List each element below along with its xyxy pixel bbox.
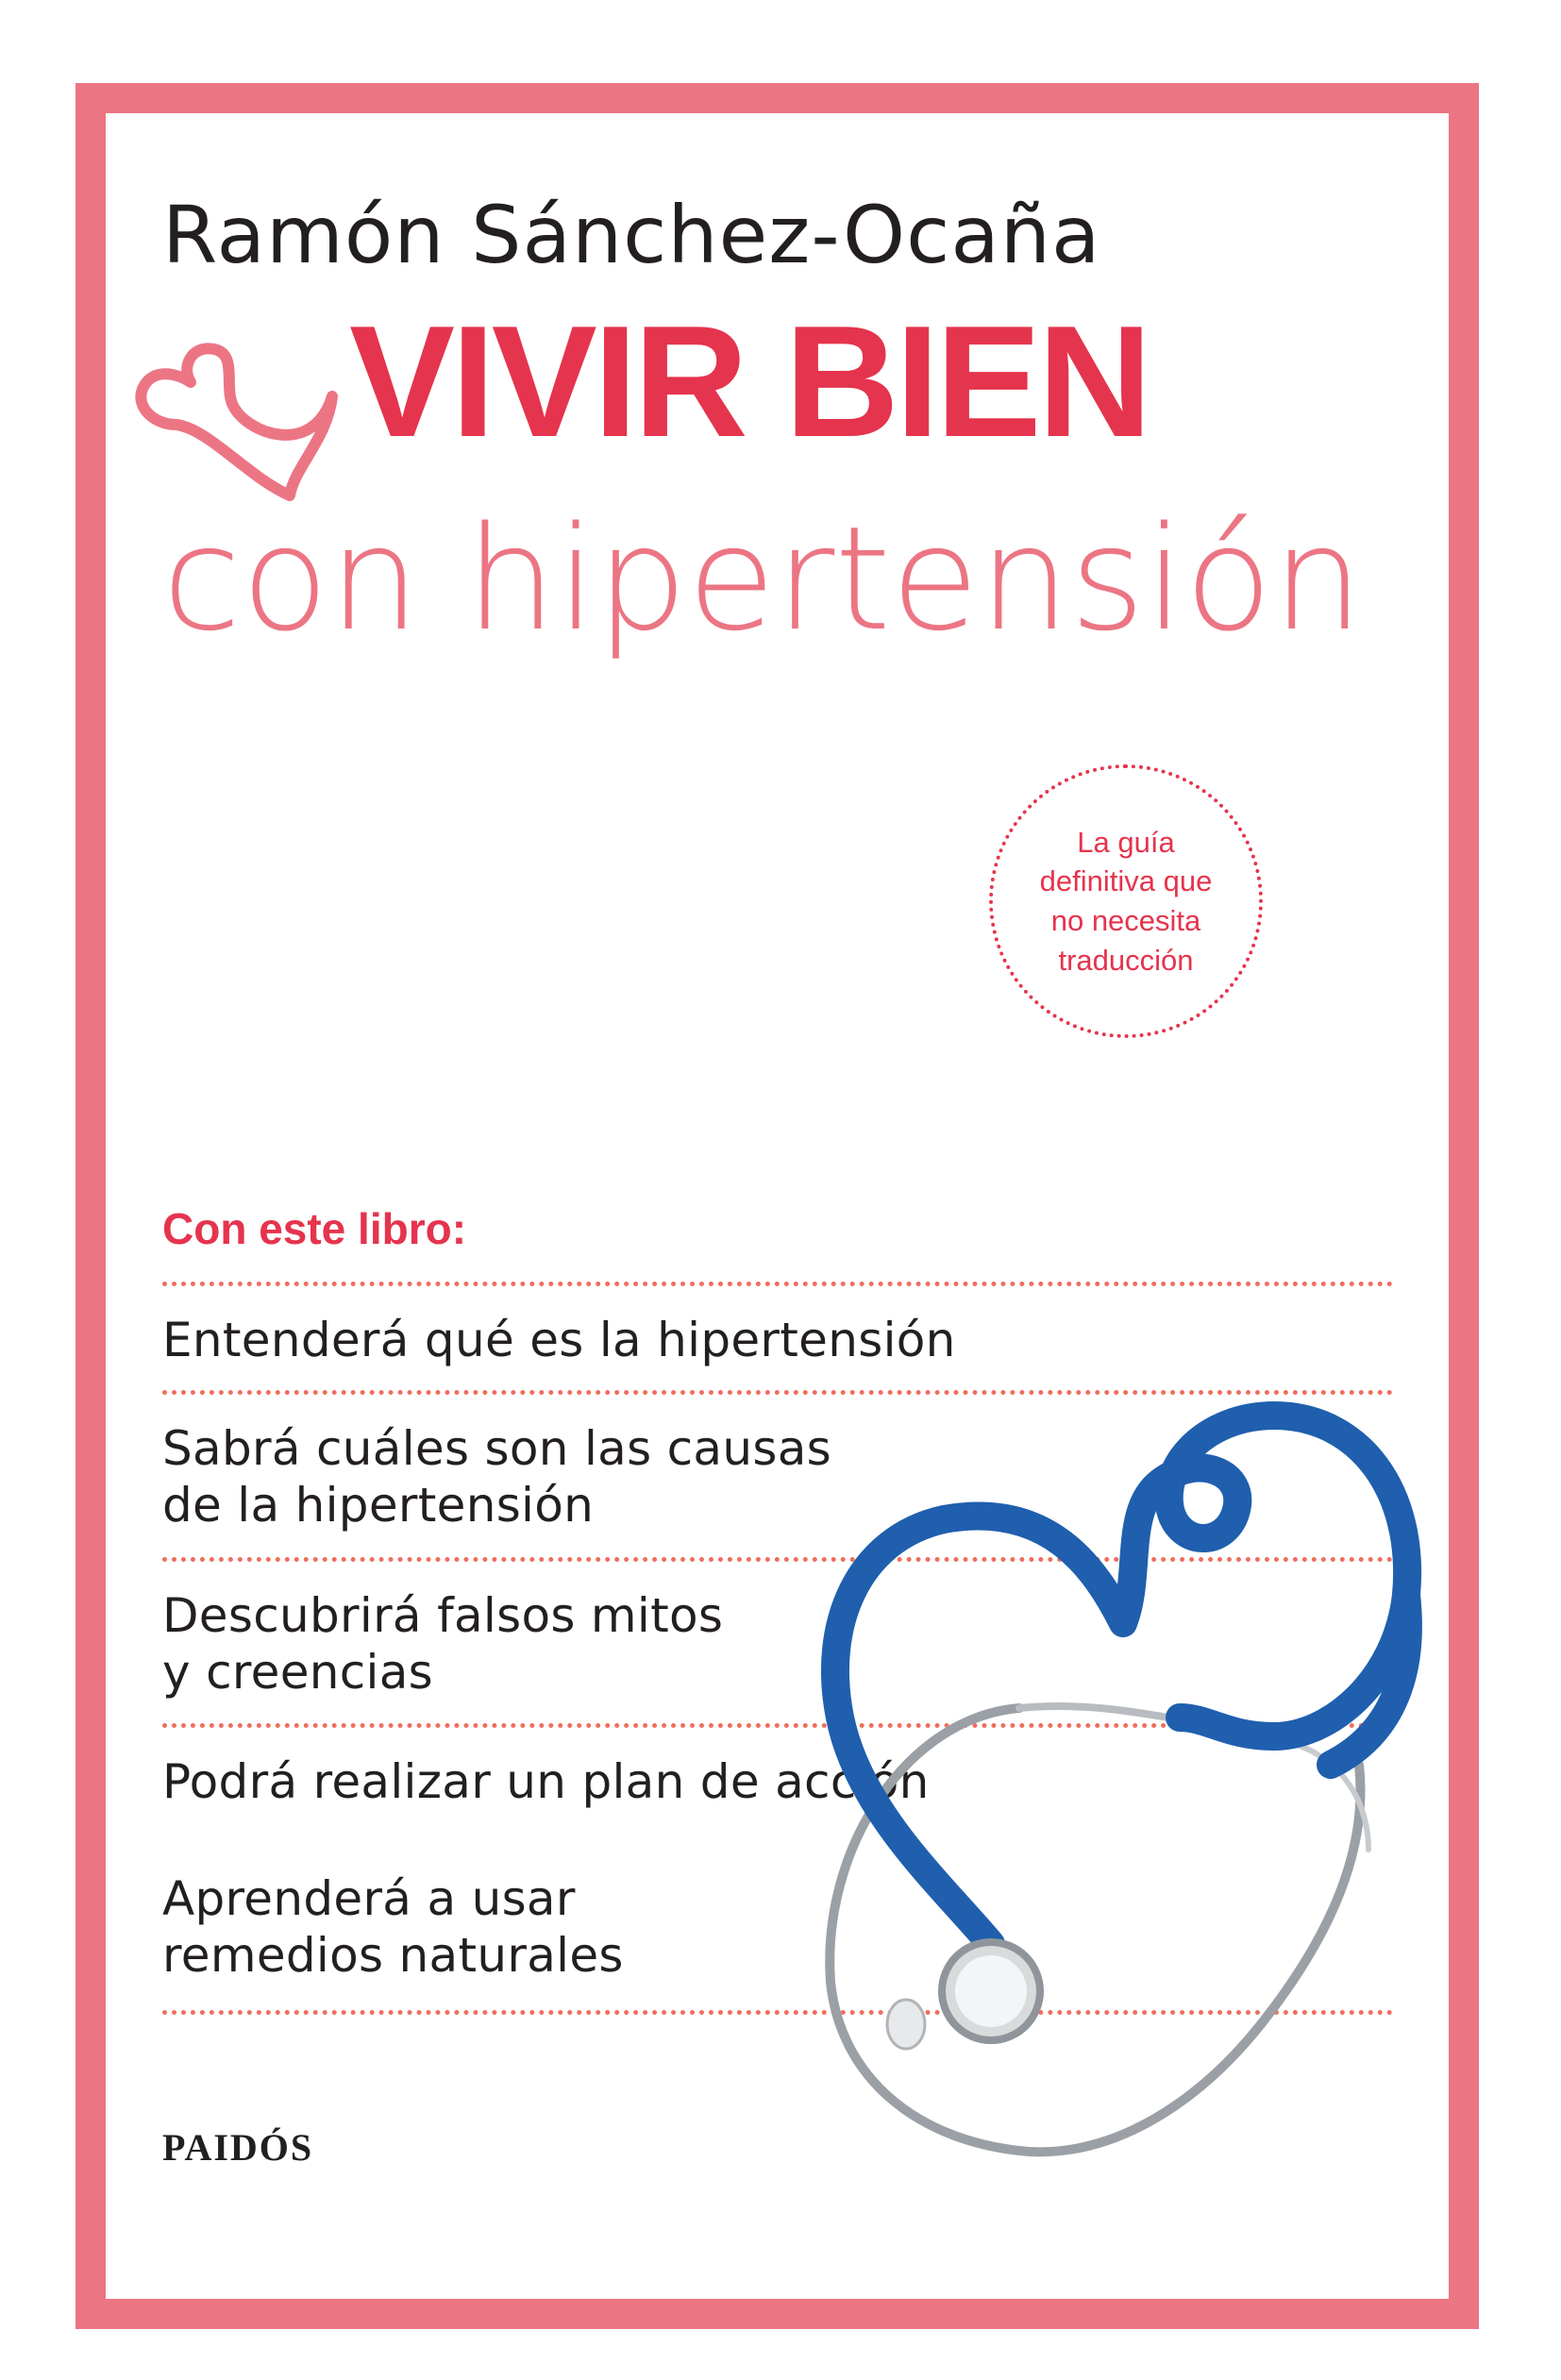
- book-subtitle: con hipertensión: [162, 495, 1364, 662]
- benefit-line: remedios naturales: [162, 1928, 624, 1983]
- benefit-item: [162, 1420, 831, 1534]
- benefit-line: y creencias: [162, 1645, 434, 1700]
- heart-swirl-icon: [134, 316, 342, 505]
- benefit-line: Descubrirá falsos mitos: [162, 1588, 724, 1643]
- badge-line: definitiva que: [1039, 864, 1213, 898]
- dotted-divider: [162, 1282, 1393, 1286]
- benefit-item: [162, 1587, 723, 1701]
- benefit-line: Aprenderá a usar: [162, 1871, 576, 1926]
- publisher-logo: PAIDÓS: [162, 2126, 314, 2169]
- stethoscope-heart-icon: [802, 1321, 1538, 2189]
- benefit-line: Sabrá cuáles son las causas: [162, 1421, 831, 1476]
- badge-line: traducción: [1058, 943, 1194, 977]
- badge-line: no necesita: [1050, 904, 1201, 937]
- benefit-item: [162, 1870, 624, 1984]
- book-title: VIVIR BIEN: [349, 293, 1149, 470]
- list-heading: Con este libro:: [162, 1204, 467, 1253]
- benefit-line: de la hipertensión: [162, 1478, 595, 1533]
- benefit-line: Podrá realizar un plan de acción: [162, 1754, 930, 1809]
- guide-badge: [989, 764, 1263, 1038]
- author-name: Ramón Sánchez-Ocaña: [162, 189, 1101, 281]
- badge-line: La guía: [1077, 825, 1175, 859]
- benefit-line: Entenderá qué es la hipertensión: [162, 1313, 956, 1367]
